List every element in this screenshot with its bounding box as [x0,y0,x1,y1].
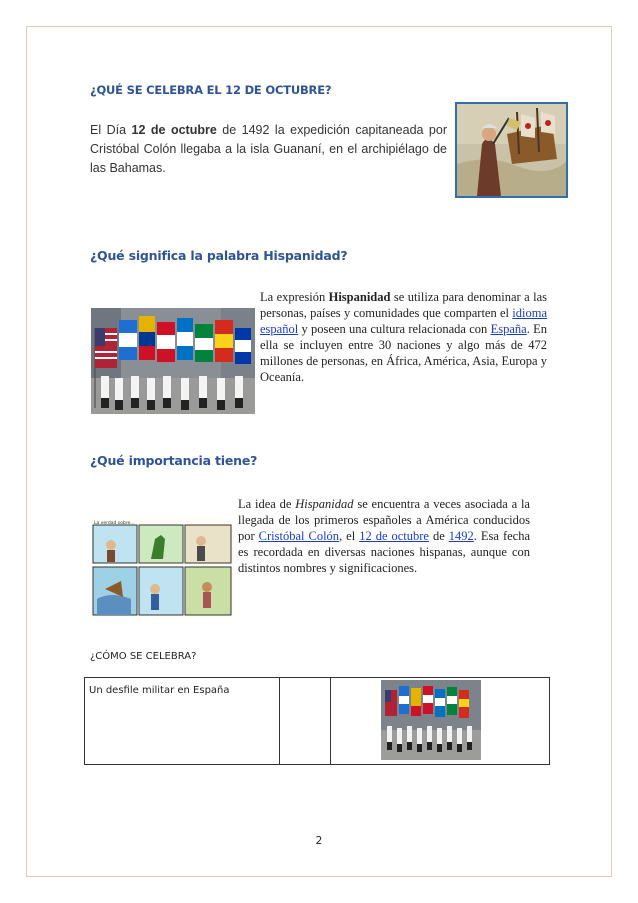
importancia-text-part: se encuentra a veces asociada a la llegada de los primeros españoles a América conducidos por [238,497,530,543]
como-se-celebra-label: ¿CÓMO SE CELEBRA? [90,651,197,662]
page-number: 2 [315,835,323,847]
hispanidad-paragraph: La expresión Hispanidad se utiliza para denominar a las personas, países y comunidades que comparten el idioma español y poseen una cultura relacionada con España. En ella se incluyen entre 30 naciones y algo más de 472 millones de personas, en África, América, Asia, Europa y Oceanía. [90,289,547,401]
link-12-de-octubre[interactable]: 12 de octubre [359,529,429,543]
table-cell-empty [280,678,331,765]
desfile-text: Un desfile militar en España [89,685,230,696]
link-cristobal-colon[interactable]: Cristóbal Colón [258,529,340,543]
float-spacer [90,305,260,401]
columbus-image [457,104,566,196]
link-1492[interactable]: 1492 [448,529,474,543]
svg-text:La verdad sobre...: La verdad sobre... [94,521,135,526]
table-cell-photo [331,678,550,765]
parade-thumbnail-image [381,680,481,760]
section-heading-importancia: ¿Qué importancia tiene? [90,453,258,468]
intro-paragraph: El Día 12 de octubre de 1492 la expedición capitaneada por Cristóbal Colón llegaba a la isla Guananí, en el archipiélago de las Bahamas. [90,123,448,175]
columbus-illustration [455,102,568,198]
importancia-first-line: La idea de Hispanidad se encuentra a veces asociada a la llegada de los primeros españoles a América conducidos por Cristóbal Colón, el 12 de octubre de 1492. Esa fecha es recordada en diversas naciones hispanas, aunque con distintos nombres y significaciones. [90,496,530,576]
importancia-paragraph [90,496,547,608]
section-heading-hispanidad: ¿Qué significa la palabra Hispanidad? [90,248,348,263]
table-row [85,678,550,765]
float-spacer [90,512,238,608]
table-cell-desfile [85,678,280,765]
celebration-table [84,677,550,765]
link-espana[interactable]: España [490,322,527,336]
section-heading-celebra: ¿QUÉ SE CELEBRA EL 12 DE OCTUBRE? [90,83,332,97]
link-idioma-espanol[interactable]: idioma español [260,306,547,336]
parade-thumbnail [381,680,481,760]
